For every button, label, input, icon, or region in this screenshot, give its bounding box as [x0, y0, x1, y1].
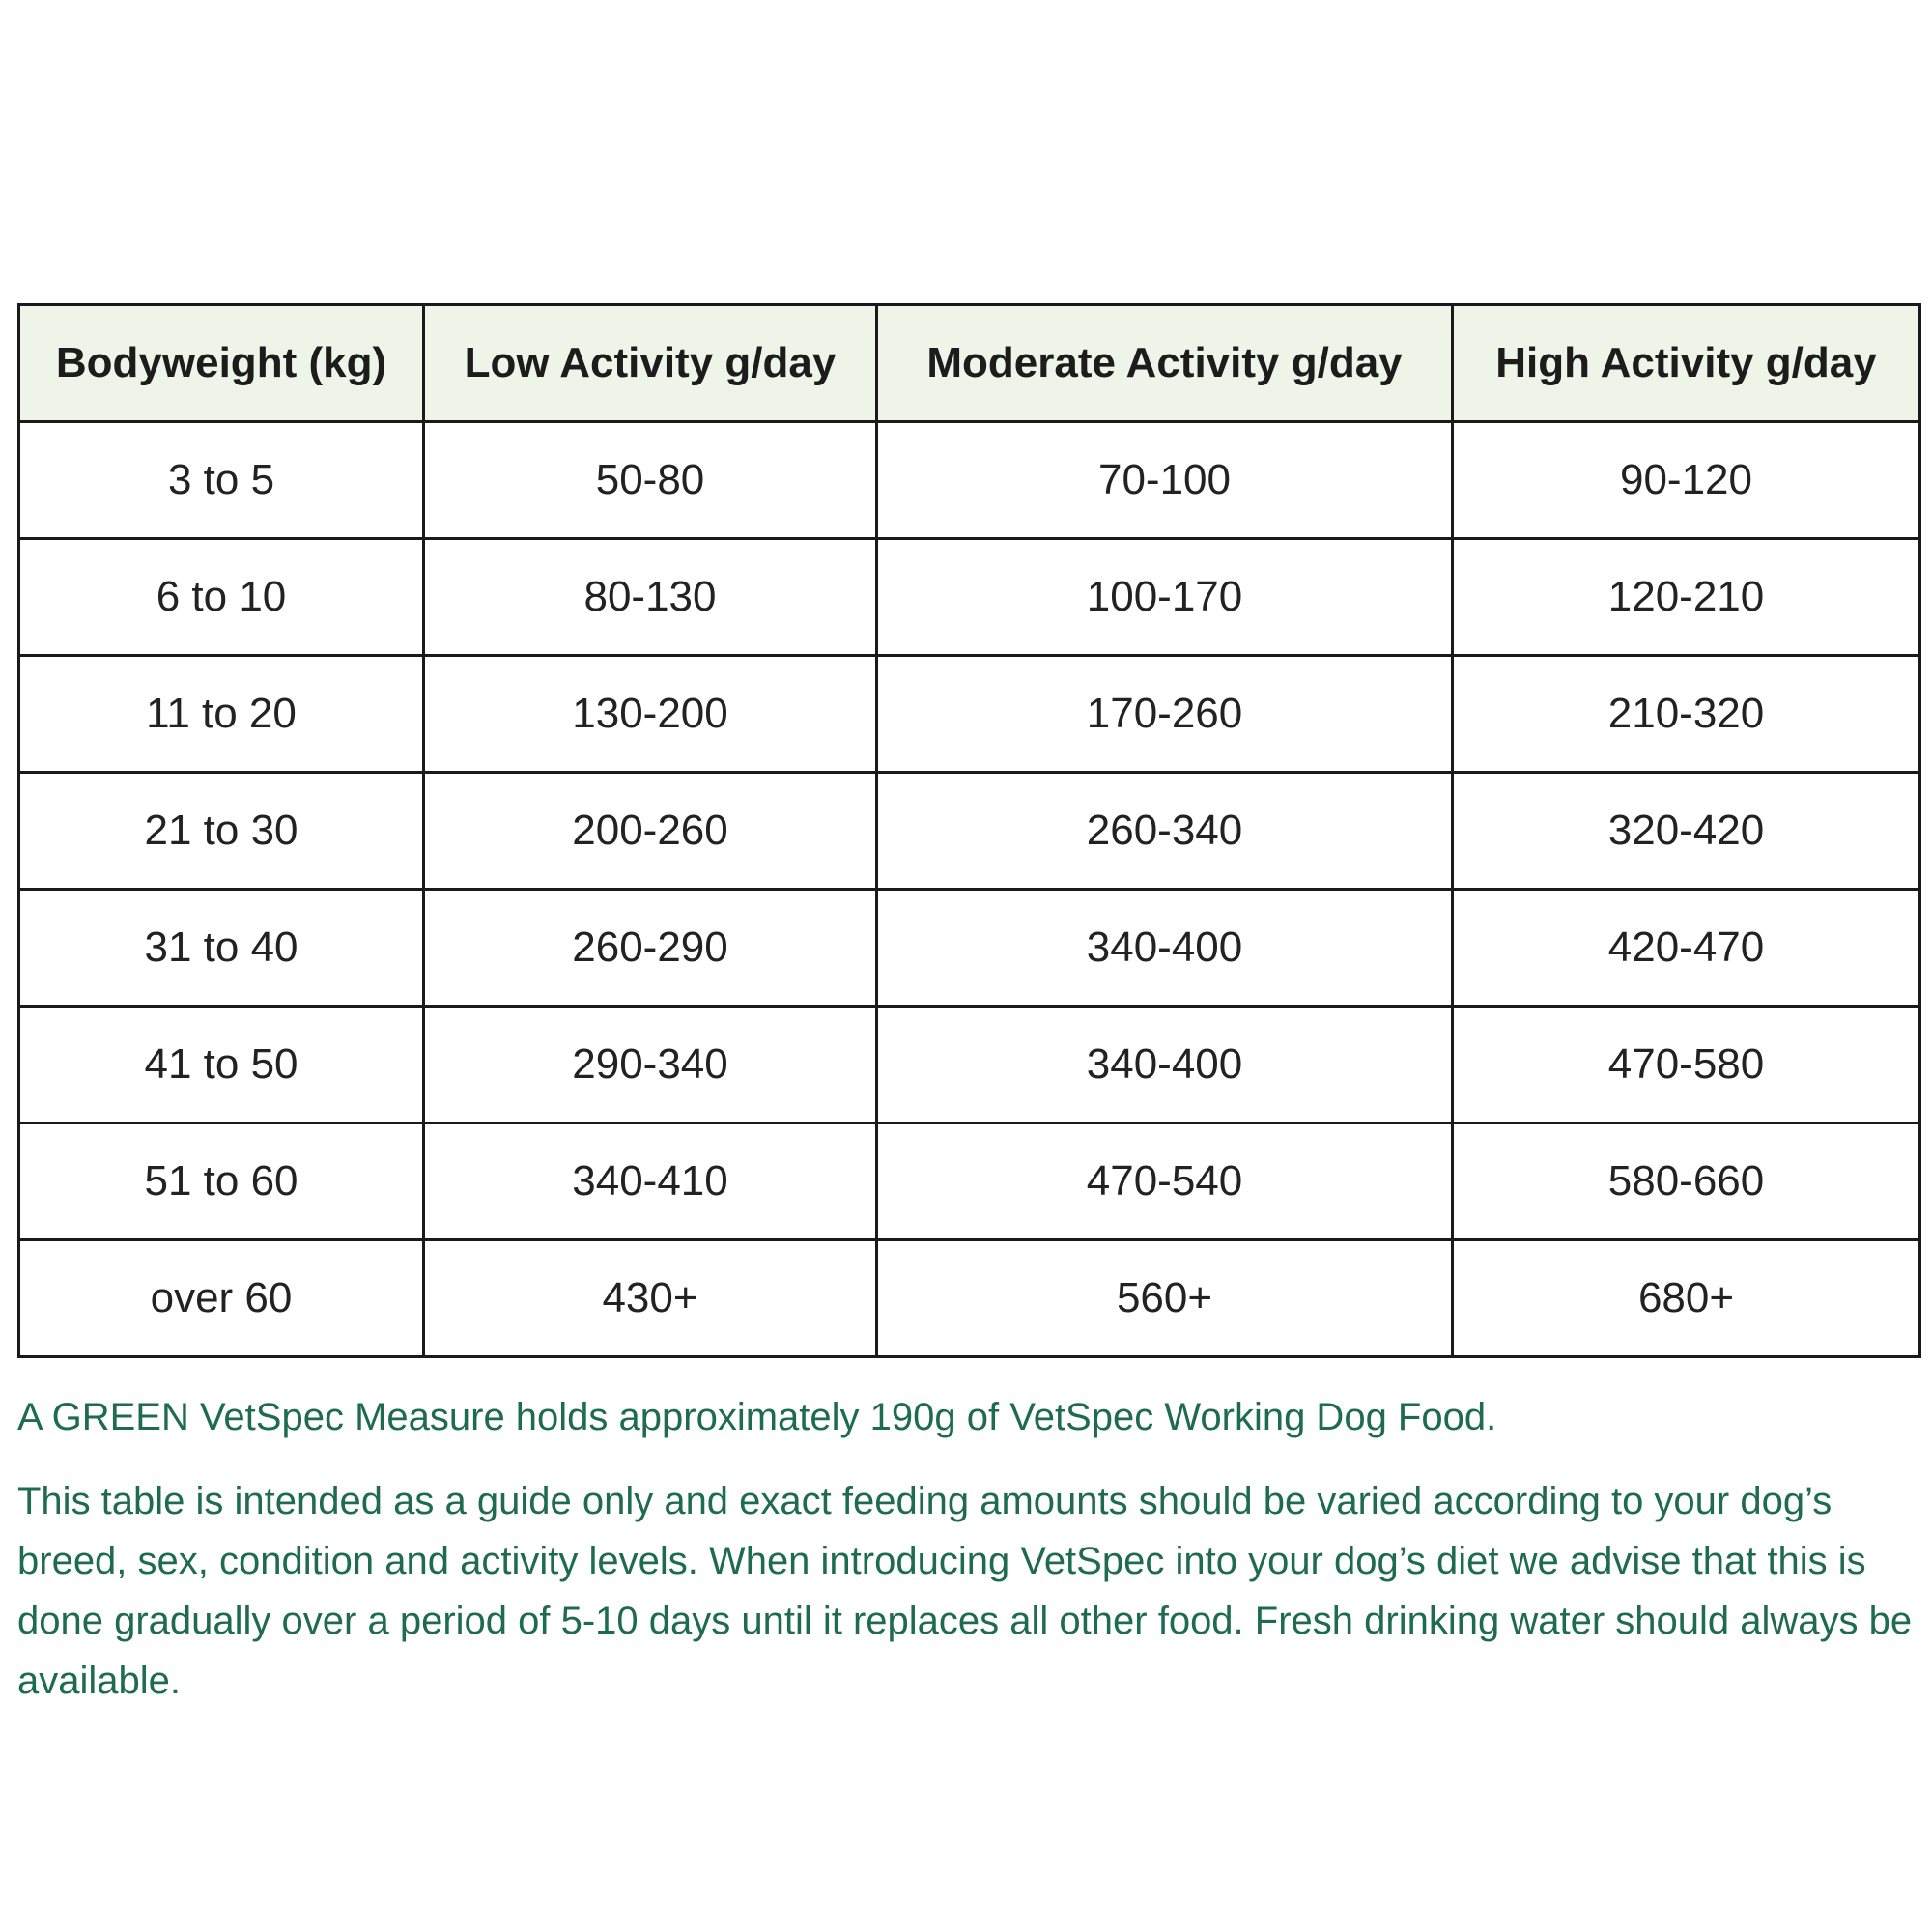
high-activity-cell: 320-420 — [1453, 773, 1920, 890]
moderate-activity-cell: 560+ — [877, 1240, 1453, 1357]
moderate-activity-cell: 260-340 — [877, 773, 1453, 890]
moderate-activity-cell: 470-540 — [877, 1123, 1453, 1240]
low-activity-cell: 50-80 — [424, 422, 877, 539]
low-activity-cell: 290-340 — [424, 1007, 877, 1123]
header-moderate-activity: Moderate Activity g/day — [877, 305, 1453, 422]
high-activity-cell: 470-580 — [1453, 1007, 1920, 1123]
moderate-activity-cell: 340-400 — [877, 1007, 1453, 1123]
table-header — [19, 305, 1920, 422]
table-row — [19, 1007, 1920, 1123]
header-row — [19, 305, 1920, 422]
bodyweight-cell: over 60 — [19, 1240, 424, 1357]
high-activity-cell: 680+ — [1453, 1240, 1920, 1357]
table-row — [19, 1240, 1920, 1357]
low-activity-cell: 200-260 — [424, 773, 877, 890]
high-activity-cell: 210-320 — [1453, 656, 1920, 773]
table-row — [19, 773, 1920, 890]
measure-note: A GREEN VetSpec Measure holds approximately 190g of VetSpec Working Dog Food. — [17, 1396, 1497, 1438]
high-activity-cell: 90-120 — [1453, 422, 1920, 539]
bodyweight-cell: 3 to 5 — [19, 422, 424, 539]
bodyweight-cell: 31 to 40 — [19, 890, 424, 1007]
bodyweight-cell: 21 to 30 — [19, 773, 424, 890]
low-activity-cell: 340-410 — [424, 1123, 877, 1240]
table-row — [19, 422, 1920, 539]
table-row — [19, 539, 1920, 656]
header-low-activity: Low Activity g/day — [424, 305, 877, 422]
table-row — [19, 656, 1920, 773]
header-bodyweight: Bodyweight (kg) — [19, 305, 424, 422]
moderate-activity-cell: 100-170 — [877, 539, 1453, 656]
header-high-activity: High Activity g/day — [1453, 305, 1920, 422]
feeding-guide-table — [17, 303, 1921, 1358]
low-activity-cell: 80-130 — [424, 539, 877, 656]
bodyweight-cell: 11 to 20 — [19, 656, 424, 773]
table-body — [19, 422, 1920, 1357]
table-row — [19, 1123, 1920, 1240]
high-activity-cell: 420-470 — [1453, 890, 1920, 1007]
moderate-activity-cell: 340-400 — [877, 890, 1453, 1007]
low-activity-cell: 260-290 — [424, 890, 877, 1007]
low-activity-cell: 430+ — [424, 1240, 877, 1357]
moderate-activity-cell: 170-260 — [877, 656, 1453, 773]
high-activity-cell: 580-660 — [1453, 1123, 1920, 1240]
bodyweight-cell: 51 to 60 — [19, 1123, 424, 1240]
table-row — [19, 890, 1920, 1007]
bodyweight-cell: 41 to 50 — [19, 1007, 424, 1123]
bodyweight-cell: 6 to 10 — [19, 539, 424, 656]
low-activity-cell: 130-200 — [424, 656, 877, 773]
high-activity-cell: 120-210 — [1453, 539, 1920, 656]
moderate-activity-cell: 70-100 — [877, 422, 1453, 539]
feeding-guide-note: This table is intended as a guide only and exact feeding amounts should be varied according to your dog’s breed, sex, condition and activity levels. When introducing VetSpec into your dog’s diet we advise that this is done gradually over a period of 5-10 days until it replaces all other food. Fresh drinking water should always be available. — [17, 1480, 1913, 1702]
